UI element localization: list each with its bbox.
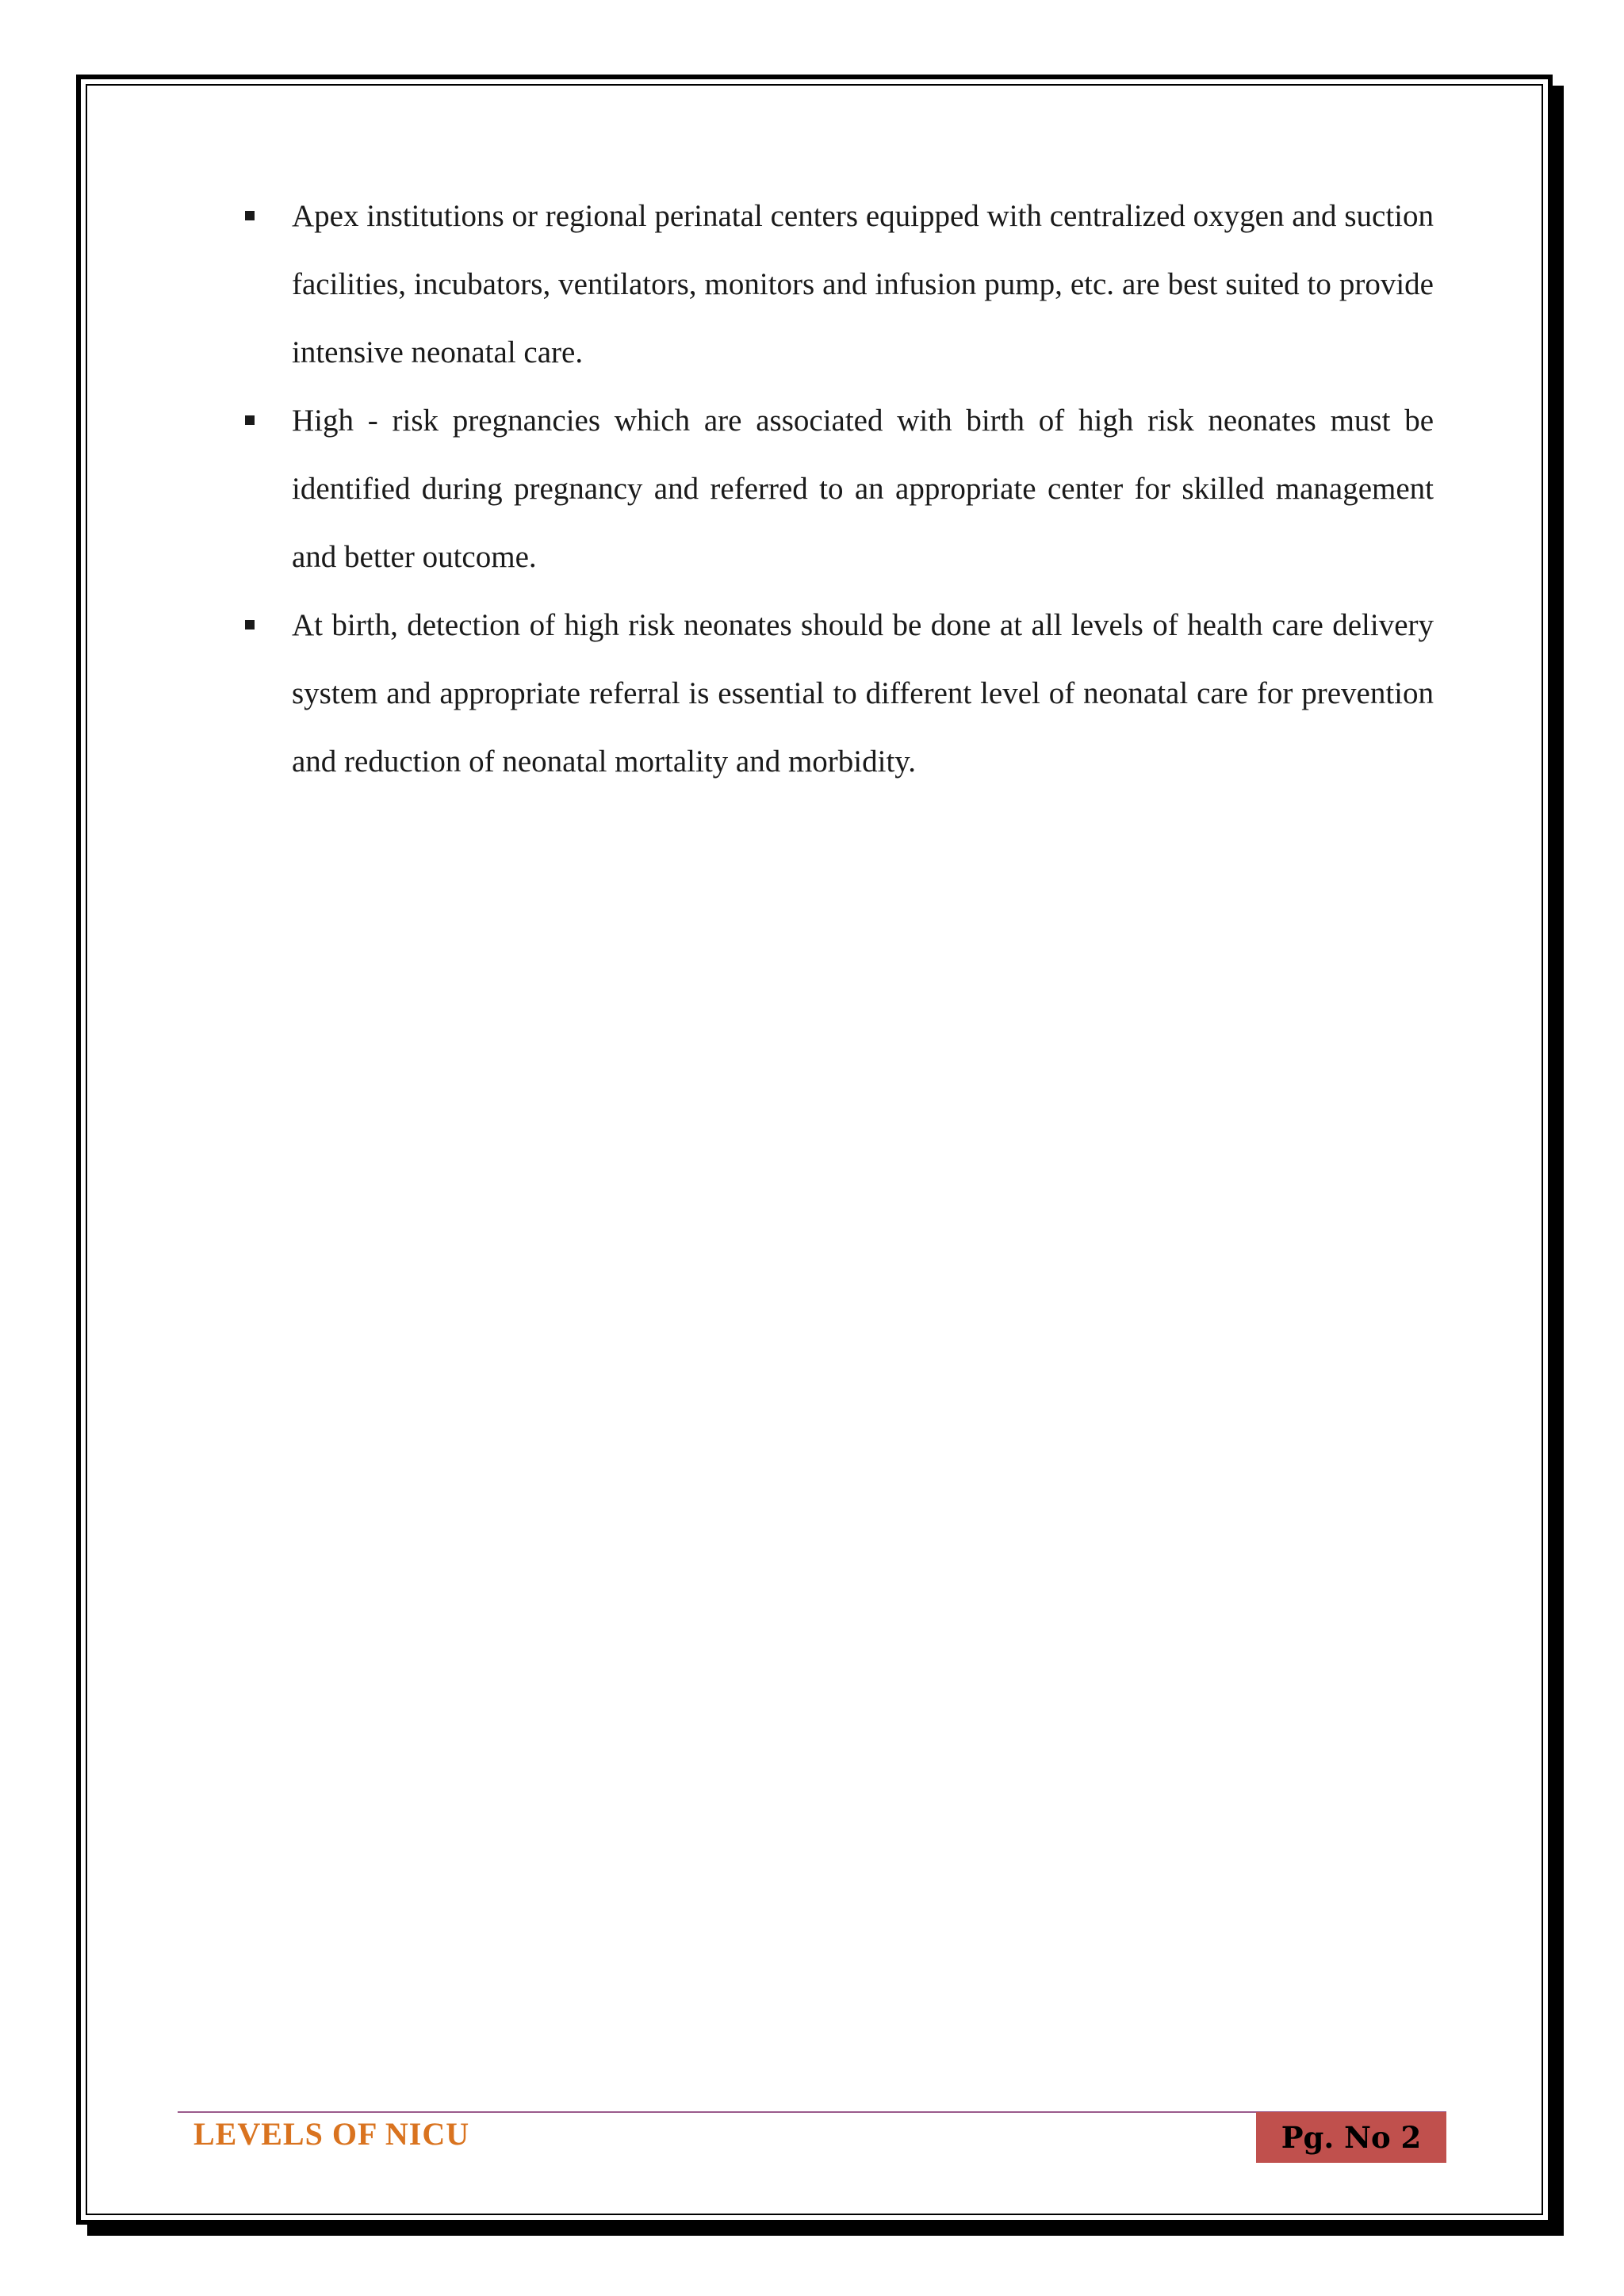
square-bullet-icon	[245, 211, 255, 220]
list-item	[238, 591, 1434, 796]
page-content	[238, 182, 1434, 796]
list-item	[238, 182, 1434, 387]
bullet-text: Apex institutions or regional perinatal centers equipped with centralized oxygen and suction facilities, incubators, ventilators, monitors and infusion pump, etc. are best suited to provide intensive neonatal care.	[292, 199, 1434, 369]
bullet-list	[238, 182, 1434, 796]
square-bullet-icon	[245, 620, 255, 629]
bullet-text: High - risk pregnancies which are associated with birth of high risk neonates must be identified during pregnancy and referred to an appropriate center for skilled management and better outcome.	[292, 404, 1434, 574]
bullet-text: At birth, detection of high risk neonates should be done at all levels of health care delivery system and appropriate referral is essential to different level of neonatal care for prevention and reduction of neonatal mortality and morbidity.	[292, 608, 1434, 779]
square-bullet-icon	[245, 415, 255, 425]
footer-title: LEVELS OF NICU	[193, 2116, 470, 2152]
page-number-badge: Pg. No 2	[1256, 2112, 1446, 2163]
list-item	[238, 387, 1434, 591]
